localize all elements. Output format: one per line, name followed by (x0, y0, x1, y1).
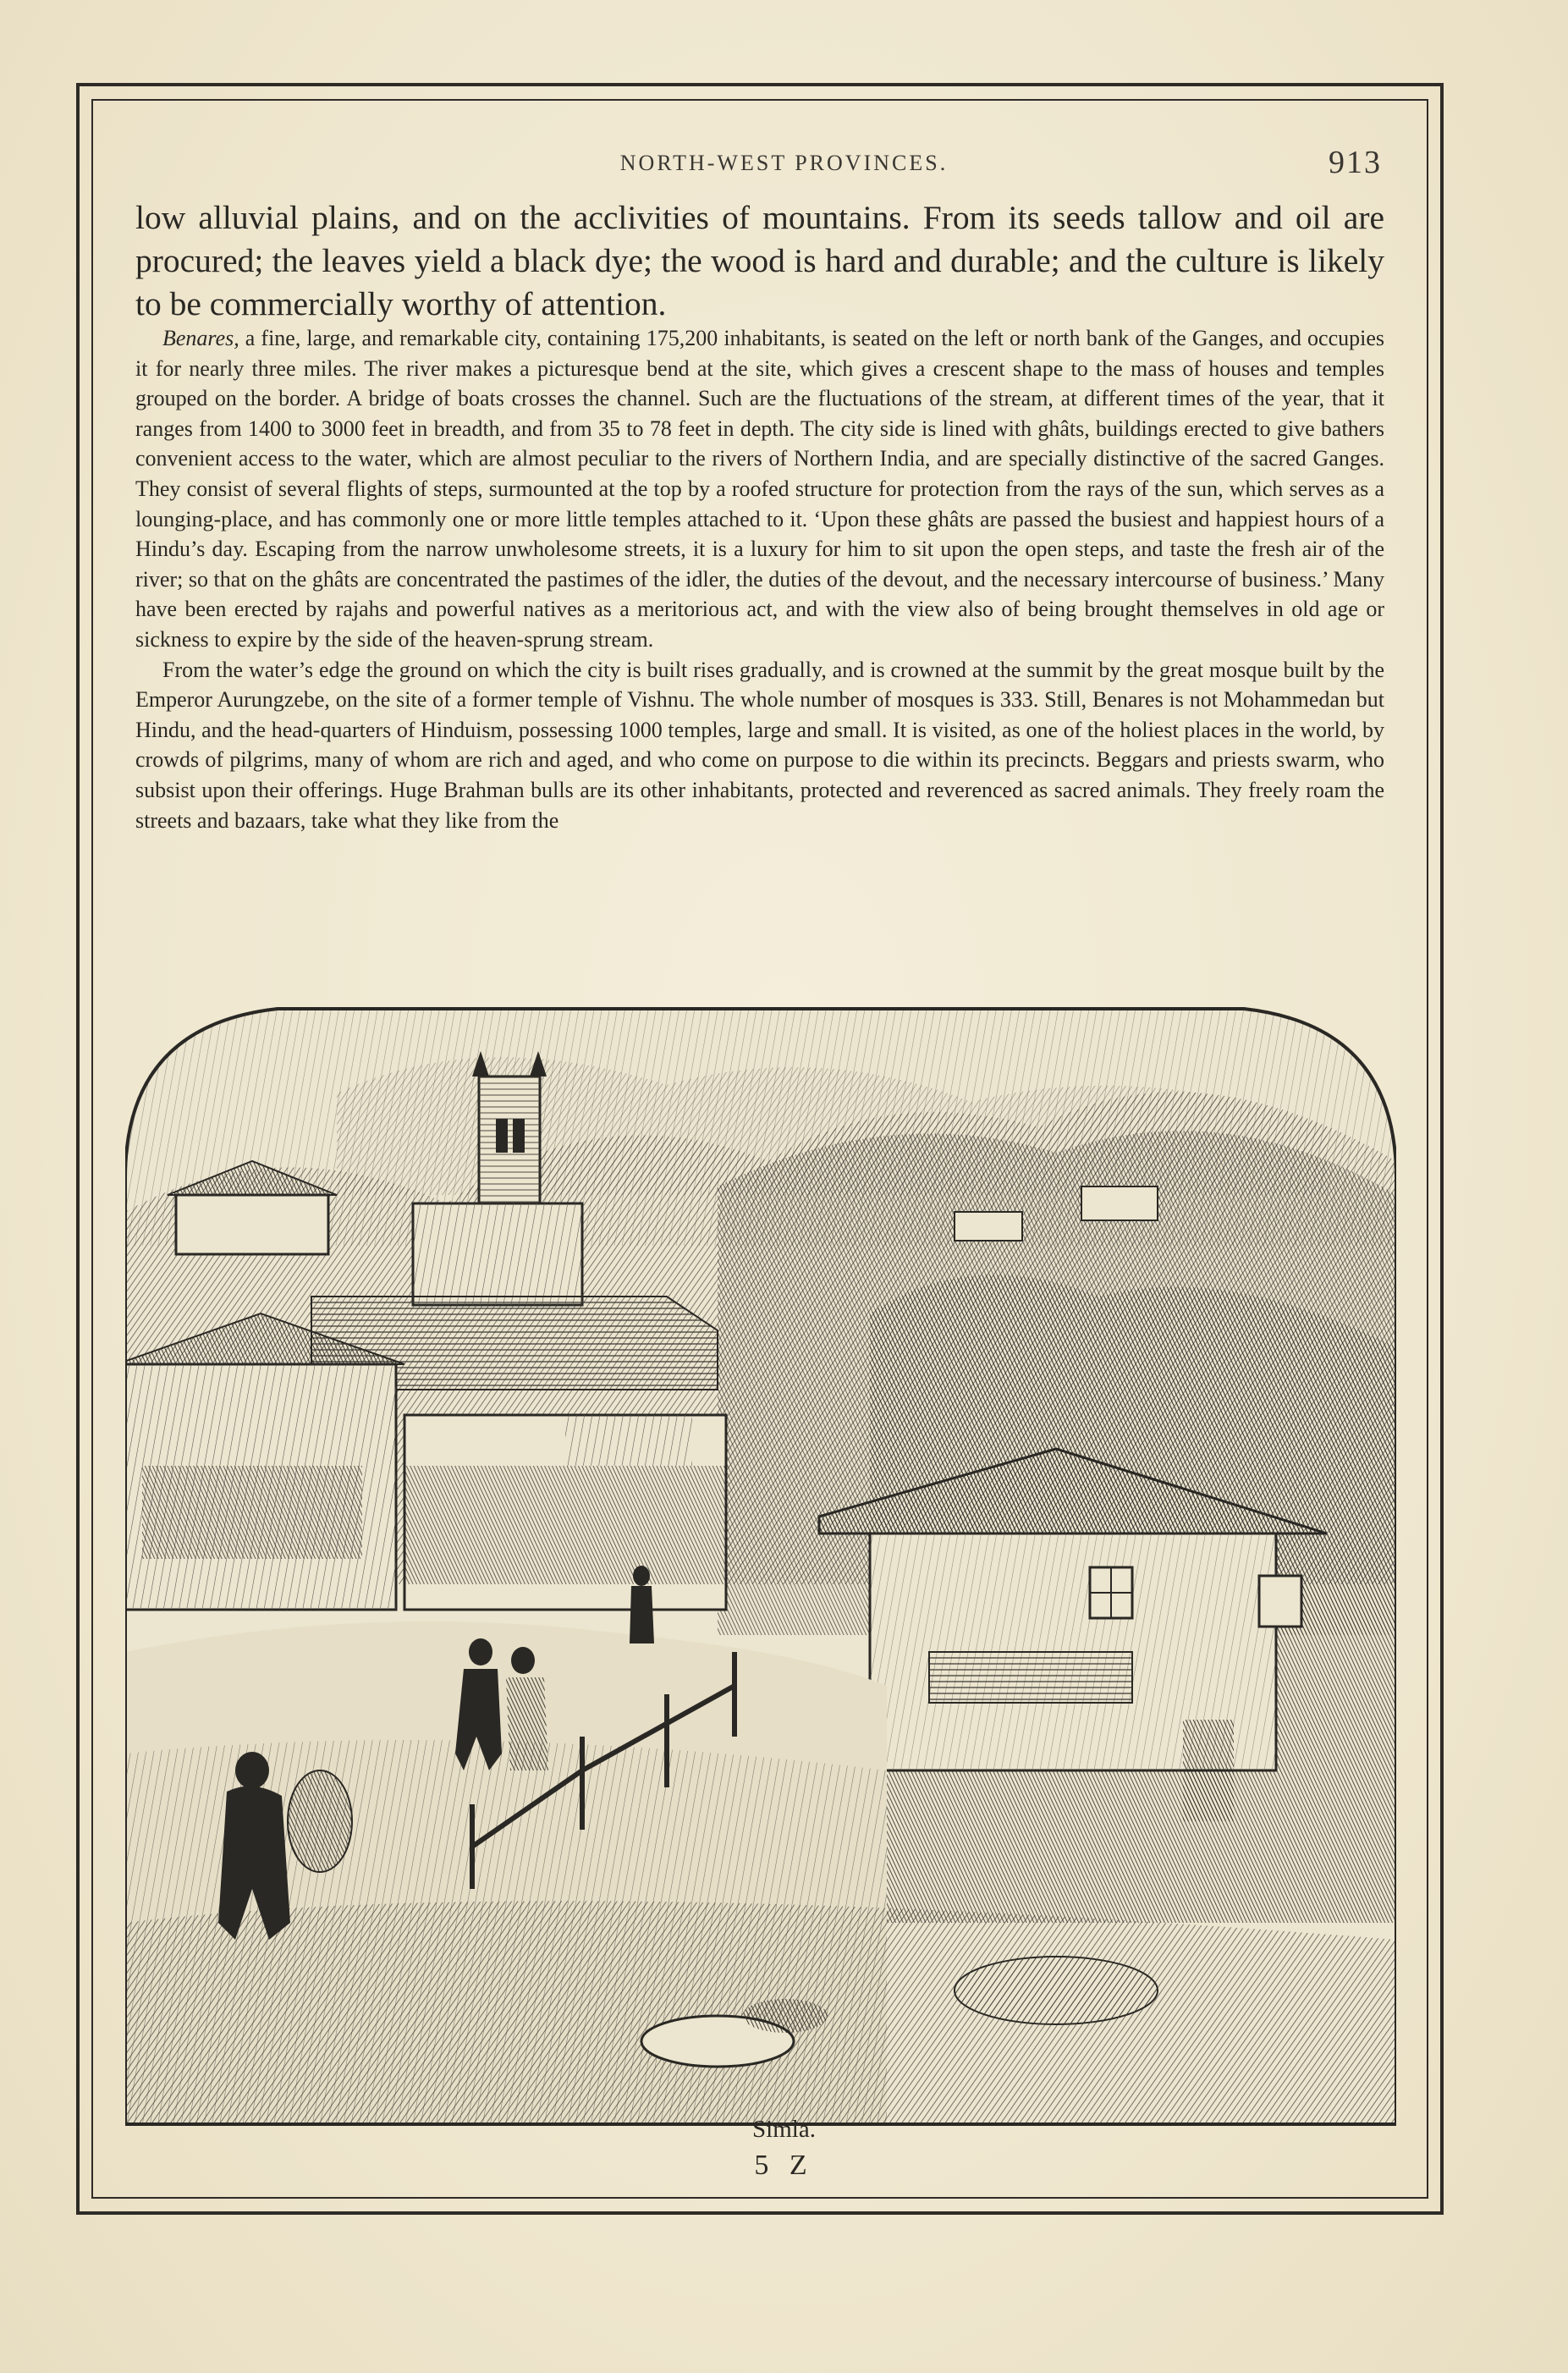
illustration-caption: Simla. (752, 2116, 816, 2143)
lead-paragraph: low alluvial plains, and on the acclivities of mountains. From its seeds tallow and oil are procured; the leaves yield a black dye; the wood is hard and durable; and the culture is likely to be commercially worthy of attention. (135, 199, 1384, 322)
lead-term-benares: Benares, (162, 326, 239, 350)
engraving-simla (125, 992, 1396, 2126)
page-number: 913 (1329, 145, 1382, 180)
body-text (135, 323, 1384, 835)
paragraph-benares (135, 323, 1384, 655)
signature-mark: 5 Z (754, 2150, 814, 2181)
running-head: NORTH-WEST PROVINCES. (619, 151, 949, 175)
paragraph-benares-text: a fine, large, and remarkable city, containing 175,200 inhabitants, is seated on the left or north bank of the Ganges, and occupies it for nearly three miles. The river makes a picturesque bend at the site, which gives a crescent shape to the mass of houses and temples grouped on the border. A bridge of boats crosses the channel. Such are the fluctuations of the stream, at different times of the year, that it ranges from 1400 to 3000 feet in breadth, and from 35 to 78 feet in depth. The city side is lined with ghâts, buildings erected to give bathers convenient access to the water, which are almost peculiar to the rivers of Northern India, and are specially distinctive of the sacred Ganges. They consist of several flights of steps, surmounted at the top by a roofed structure for protection from the rays of the sun, which serves as a lounging-place, and has commonly one or more little temples attached to it. ‘Upon these ghâts are passed the busiest and happiest hours of a Hindu’s day. Escaping from the narrow unwholesome streets, it is a luxury for him to sit upon the open steps, and taste the fresh air of the river; so that on the ghâts are concentrated the pastimes of the idler, the duties of the devout, and the necessary intercourse of business.’ Many have been erected by rajahs and powerful natives as a meritorious act, and with the view also of being brought themselves in old age or sickness to expire by the side of the heaven-sprung stream. (135, 326, 1384, 652)
paragraph-water-edge: From the water’s edge the ground on which the city is built rises gradually, and is crowned at the summit by the great mosque built by the Emperor Aurungzebe, on the site of a former temple of Vishnu. The whole number of mosques is 333. Still, Benares is not Mohammedan but Hindu, and the head-quarters of Hinduism, possessing 1000 temples, large and small. It is visited, as one of the holiest places in the world, by crowds of pilgrims, many of whom are rich and aged, and who come on purpose to die within its precincts. Beggars and priests swarm, who subsist upon their offerings. Huge Brahman bulls are its other inhabitants, protected and reverenced as sacred animals. They freely roam the streets and bazaars, take what they like from the (135, 657, 1384, 833)
